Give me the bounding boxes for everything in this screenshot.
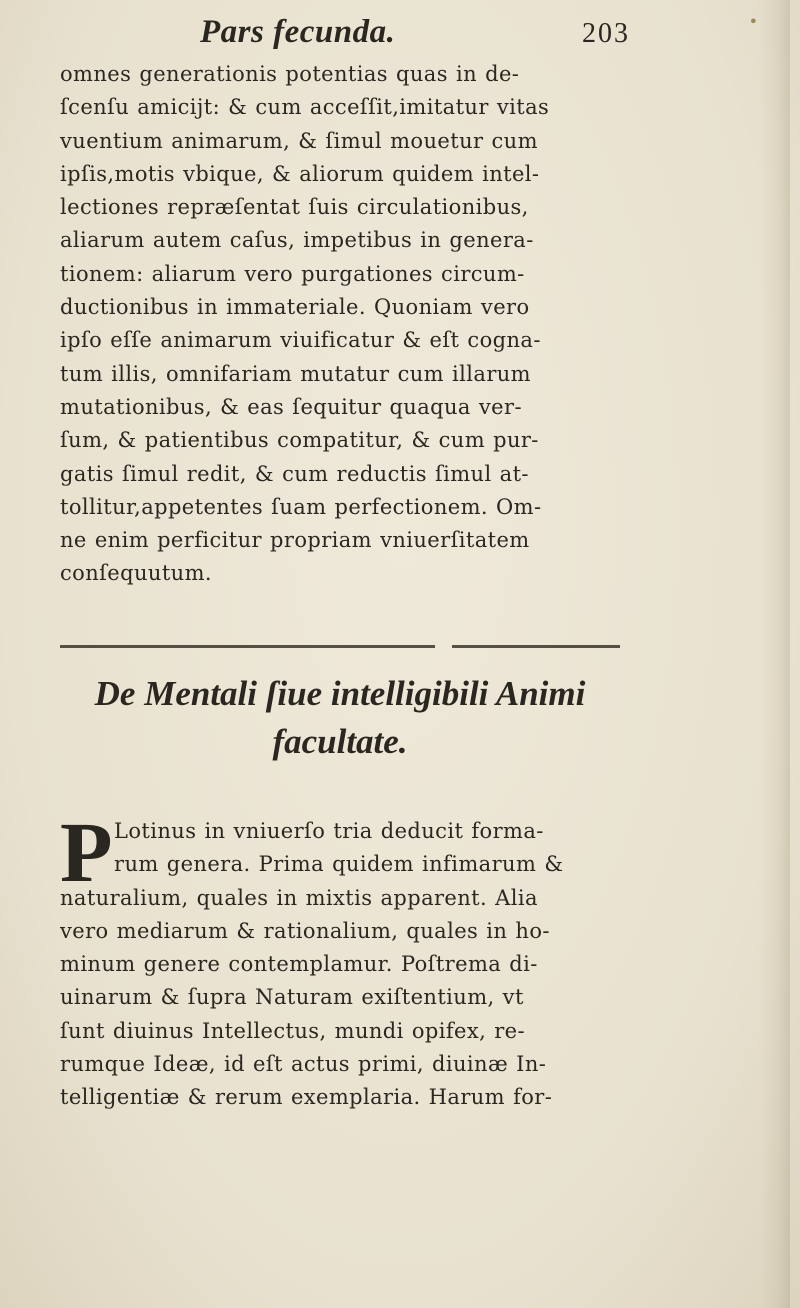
text-line: gatis ſimul redit, & cum reductis ſimul at- <box>60 461 529 486</box>
text-line: omnes generationis potentias quas in de- <box>60 62 520 86</box>
text-line: minum genere contemplamur. Poſtrema di- <box>60 952 538 977</box>
text-line: tollitur,appetentes ſuam perfectionem. Om- <box>60 494 542 519</box>
text-line: Lotinus in vniuerſo tria deducit forma- <box>114 819 544 843</box>
text-line: uinarum & ſupra Naturam exiſtentium, vt <box>60 985 524 1010</box>
text-line: ipſo eſſe animarum viuificatur & eſt cogna- <box>60 328 541 353</box>
page-header <box>200 14 630 64</box>
text-line: tionem: aliarum vero purgationes circum- <box>60 261 525 286</box>
text-line: ipſis,motis vbique, & aliorum quidem intel- <box>60 161 540 186</box>
page-number: 203 <box>582 18 630 49</box>
text-line: rumque Ideæ, id eſt actus primi, diuinæ In- <box>60 1052 547 1077</box>
drop-cap: P <box>60 804 113 900</box>
text-line: ſunt diuinus Intellectus, mundi opifex, re- <box>60 1018 525 1043</box>
text-line: ſcenſu amicijt: & cum acceſſit,imitatur vitas <box>60 95 550 120</box>
text-line: lectiones repræſentat ſuis circulationibus, <box>60 195 529 220</box>
text-line: ductionibus in immateriale. Quoniam vero <box>60 295 530 320</box>
section-heading <box>60 670 620 766</box>
body-text-block <box>60 58 620 591</box>
page-fold-shadow <box>760 0 790 1308</box>
text-line: ſum, & patientibus compatitur, & cum pur- <box>60 428 539 453</box>
text-line: ne enim perficitur propriam vniuerſitatem <box>60 528 530 553</box>
section-heading-line: facultate. <box>272 722 408 761</box>
text-line: conſequutum. <box>60 561 212 586</box>
margin-stain: • <box>748 12 758 31</box>
text-line: tum illis, omnifariam mutatur cum illarum <box>60 361 531 386</box>
text-line: vero mediarum & rationalium, quales in ho- <box>60 918 550 943</box>
text-line: telligentiæ & rerum exemplaria. Harum for- <box>60 1085 553 1110</box>
text-line: aliarum autem caſus, impetibus in genera- <box>60 228 534 253</box>
running-title: Pars fecunda. <box>200 14 396 50</box>
text-line: vuentium animarum, & ſimul mouetur cum <box>60 128 538 153</box>
text-line: rum genera. Prima quidem infimarum & <box>114 852 564 877</box>
section-heading-line: De Mentali ſiue intelligibili Animi <box>94 674 586 713</box>
section-body <box>60 804 620 1115</box>
text-line: mutationibus, & eas ſequitur quaqua ver- <box>60 394 522 419</box>
section-divider <box>60 645 620 648</box>
text-line: naturalium, quales in mixtis apparent. Alia <box>60 885 538 910</box>
